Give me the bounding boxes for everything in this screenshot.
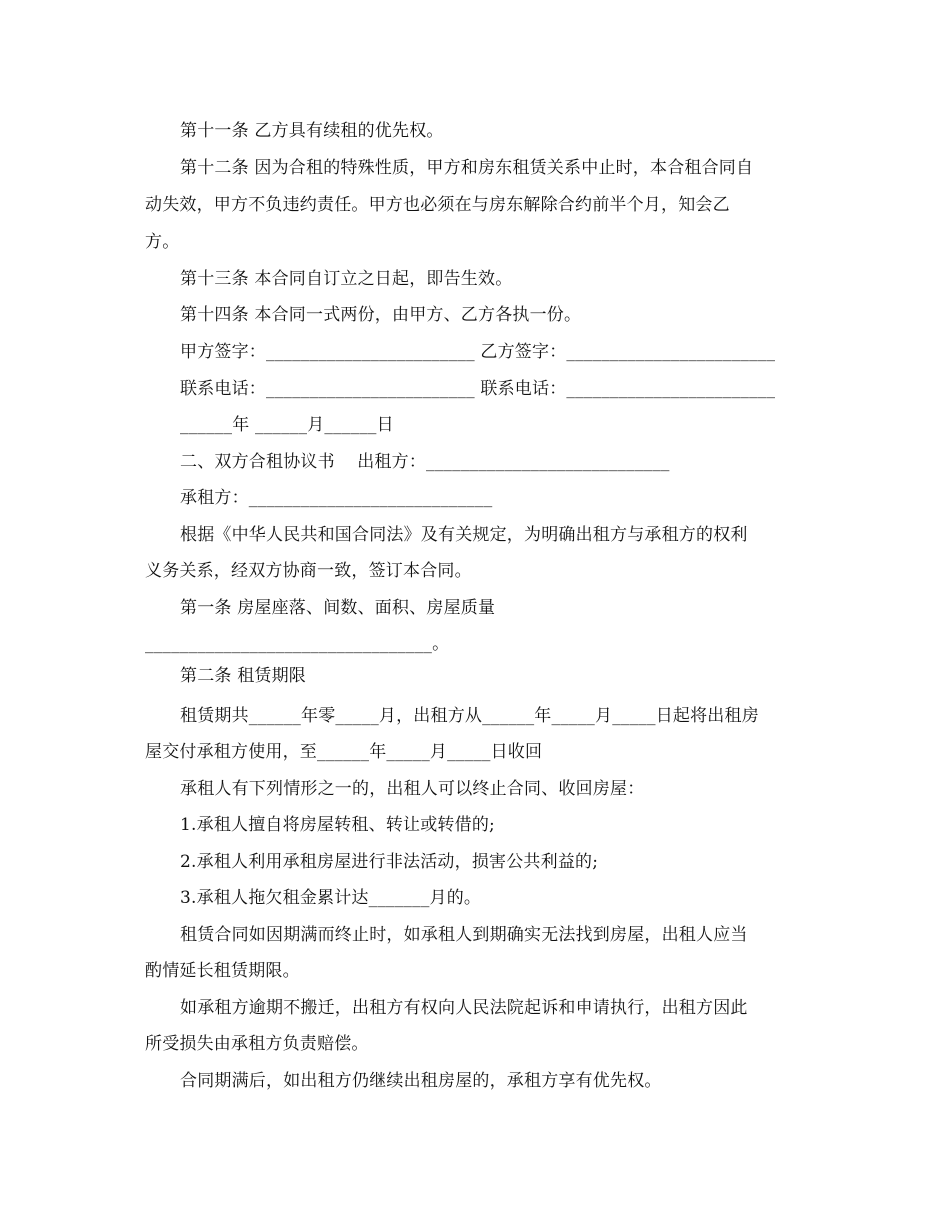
termination-item-2: 2.承租人利用承租房屋进行非法活动，损害公共利益的; — [180, 852, 599, 872]
priority-right-line: 合同期满后，如出租方仍继续出租房屋的，承租方享有优先权。 — [180, 1071, 662, 1091]
termination-intro: 承租人有下列情形之一的，出租人可以终止合同、收回房屋： — [180, 779, 645, 799]
overdue-line-2: 所受损失由承租方负责赔偿。 — [145, 1034, 369, 1054]
clause-12-line-3: 方。 — [145, 232, 180, 252]
preamble-line-2: 义务关系，经双方协商一致，签订本合同。 — [145, 561, 472, 581]
lease-term-line-2: 屋交付承租方使用，至______年_____月_____日收回 — [145, 742, 543, 762]
lessee-line: 承租方：____________________________ — [180, 488, 493, 508]
preamble-line-1: 根据《中华人民共和国合同法》及有关规定，为明确出租方与承租方的权利 — [180, 525, 748, 545]
clause-11: 第十一条 乙方具有续租的优先权。 — [180, 121, 444, 141]
clause-12-line-2: 动失效，甲方不负违约责任。甲方也必须在与房东解除合约前半个月，知会乙 — [145, 195, 730, 215]
section-heading: 二、双方合租协议书 出租方：____________________________ — [180, 452, 670, 472]
date-line: ______年 ______月______日 — [180, 415, 394, 435]
clause-13: 第十三条 本合同自订立之日起，即告生效。 — [180, 269, 513, 289]
phone-line: 联系电话：________________________ 联系电话：________________________ — [180, 379, 776, 399]
termination-item-3: 3.承租人拖欠租金累计达_______月的。 — [180, 888, 482, 908]
termination-item-1: 1.承租人擅自将房屋转租、转让或转借的; — [180, 815, 495, 835]
clause-14: 第十四条 本合同一式两份，由甲方、乙方各执一份。 — [180, 305, 582, 325]
lease-term-line-1: 租赁期共______年零_____月，出租方从______年_____月_____日起将出租房 — [180, 706, 759, 726]
signature-line: 甲方签字：________________________ 乙方签字：________________________ — [180, 342, 776, 362]
article-1: 第一条 房屋座落、间数、面积、房屋质量 — [180, 598, 496, 618]
clause-12-line-1: 第十二条 因为合租的特殊性质，甲方和房东租赁关系中止时，本合租合同自 — [180, 158, 754, 178]
expiry-line-1: 租赁合同如因期满而终止时，如承租人到期确实无法找到房屋，出租人应当 — [180, 925, 748, 945]
expiry-line-2: 酌情延长租赁期限。 — [145, 961, 300, 981]
article-2-heading: 第二条 租赁期限 — [180, 666, 307, 686]
article-1-blank: _________________________________。 — [145, 634, 450, 654]
overdue-line-1: 如承租方逾期不搬迁，出租方有权向人民法院起诉和申请执行，出租方因此 — [180, 998, 748, 1018]
